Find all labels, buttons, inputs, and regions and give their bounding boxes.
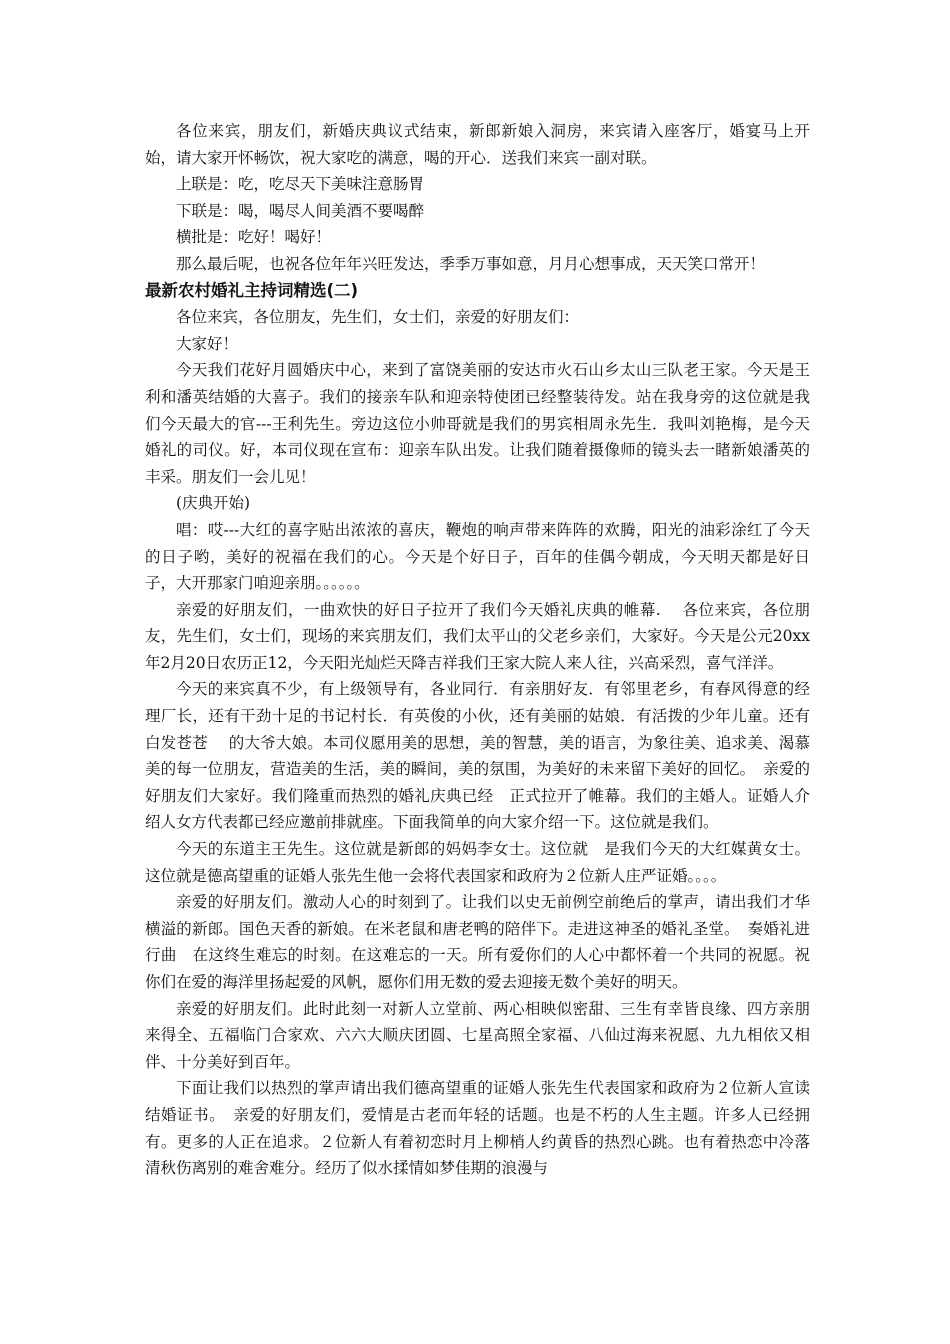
paragraph-introduction: 今天我们花好月圆婚庆中心，来到了富饶美丽的安达市火石山乡太山三队老王家。今天是王利和潘英结婚的大喜子。我们的接亲车队和迎亲特使团已经整装待发。站在我身旁的这位就是我们今天最大的官---王利先生。旁边这位小帅哥就是我们的男宾相周永先生．我叫刘艳梅，是今天婚礼的司仪。好，本司仪现在宣布：迎亲车队出发。让我们随着摄像师的镜头去一睹新娘潘英的丰采。朋友们一会儿见！	[145, 361, 810, 486]
paragraph-hello: 大家好！	[176, 334, 239, 353]
couplet-second-line: 下联是：喝，喝尽人间美酒不要喝醉	[176, 201, 425, 220]
paragraph-ceremony-start: (庆典开始)	[176, 494, 251, 513]
paragraph-hosts: 今天的东道主王先生。这位就是新郎的妈妈李女士。这位就 是我们今天的大红媒黄女士。这位就是德高望重的证婚人张先生他一会将代表国家和政府为２位新人庄严证婚。。。。	[145, 840, 810, 885]
couplet-first-line: 上联是：吃，吃尽天下美味注意肠胃	[176, 175, 425, 194]
document-body	[145, 118, 810, 1182]
paragraph-closing-remarks: 各位来宾，朋友们，新婚庆典议式结束，新郎新娘入洞房，来宾请入座客厅，婚宴马上开始，请大家开怀畅饮，祝大家吃的满意，喝的开心．送我们来宾一副对联。	[145, 122, 810, 167]
paragraph-entrance: 亲爱的好朋友们。激动人心的时刻到了。让我们以史无前例空前绝后的掌声，请出我们才华横溢的新郎。国色天香的新娘。在米老鼠和唐老鸭的陪伴下。走进这神圣的婚礼圣堂。 奏婚礼进行曲 在这终生难忘的时刻。在这难忘的一天。所有爱你们的人心中都怀着一个共同的祝愿。祝你们在爱的海洋里扬起爱的风帆，愿你们用无数的爱去迎接无数个美好的明天。	[145, 893, 810, 991]
paragraph-greeting: 各位来宾，各位朋友，先生们，女士们，亲爱的好朋友们：	[176, 308, 580, 327]
couplet-horizontal-scroll: 横批是：吃好！喝好！	[176, 228, 332, 247]
paragraph-certificate: 下面让我们以热烈的掌声请出我们德高望重的证婚人张先生代表国家和政府为２位新人宣读结婚证书。 亲爱的好朋友们，爱情是古老而年轻的话题。也是不朽的人生主题。许多人已经拥有。更多的人正在追求。２位新人有着初恋时月上柳梢人约黄昏的热烈心跳。也有着热恋中冷落清秋伤离别的难舍难分。经历了似水揉情如梦佳期的浪漫与	[145, 1079, 810, 1178]
section-heading: 最新农村婚礼主持词精选(二)	[145, 280, 359, 300]
paragraph-song: 唱：哎---大红的喜字贴出浓浓的喜庆，鞭炮的响声带来阵阵的欢腾，阳光的油彩涂红了今天的日子哟，美好的祝福在我们的心。今天是个好日子，百年的佳偶今朝成，今天明天都是好日子，大开那家门咱迎亲朋。。。。。。	[145, 520, 810, 593]
paragraph-opening: 亲爱的好朋友们，一曲欢快的好日子拉开了我们今天婚礼庆典的帷幕. 各位来宾，各位朋友，先生们，女士们，现场的来宾朋友们，我们太平山的父老乡亲们，大家好。今天是公元20xx年2月20日农历正12，今天阳光灿烂天降吉祥我们王家大院人来人往，兴高采烈，喜气洋洋。	[145, 600, 810, 672]
paragraph-guests: 今天的来宾真不少，有上级领导有，各业同行．有亲朋好友．有邻里老乡，有春风得意的经理厂长，还有干劲十足的书记村长．有英俊的小伙，还有美丽的姑娘．有活拨的少年儿童。还有白发苍苍 的大爷大娘。本司仪愿用美的思想，美的智慧，美的语言，为象往美、追求美、渴慕美的每一位朋友，营造美的生活，美的瞬间，美的氛围，为美好的未来留下美好的回忆。 亲爱的好朋友们大家好。我们隆重而热烈的婚礼庆典已经 正式拉开了帷幕。我们的主婚人。证婚人介绍人女方代表都已经应邀前排就座。下面我简单的向大家介绍一下。这位就是我们。	[145, 680, 810, 832]
paragraph-blessings: 亲爱的好朋友们。此时此刻一对新人立堂前、两心相映似密甜、三生有幸皆良缘、四方亲朋来得全、五福临门合家欢、六六大顺庆团圆、七星高照全家福、八仙过海来祝愿、九九相依又相伴、十分美好到百年。	[145, 999, 810, 1071]
paragraph-final-blessing: 那么最后呢，也祝各位年年兴旺发达，季季万事如意，月月心想事成，天天笑口常开！	[176, 254, 766, 273]
